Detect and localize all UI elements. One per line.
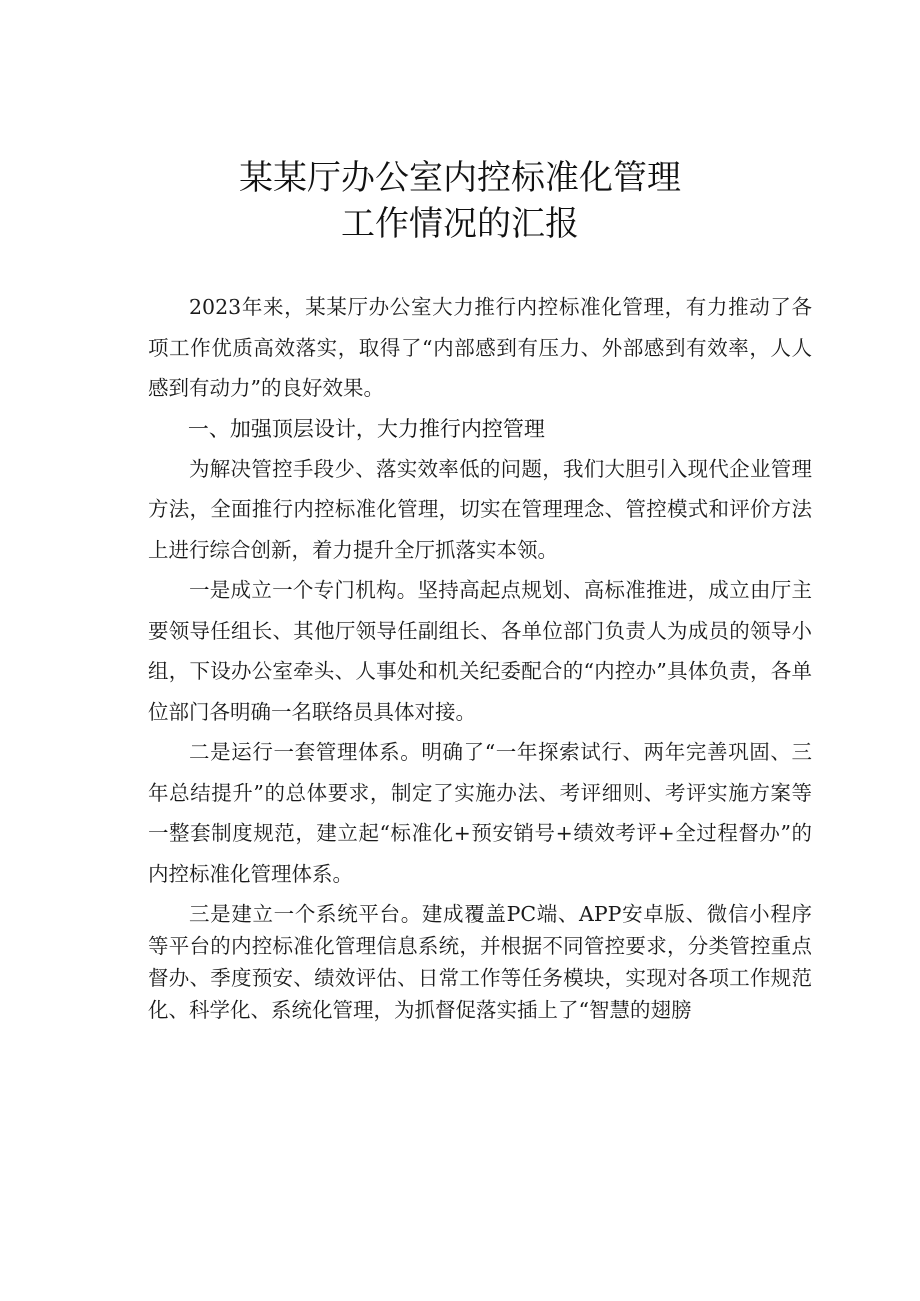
point-two-paragraph: 二是运行一套管理体系。明确了“一年探索试行、两年完善巩固、三年总结提升”的总体要求，制定了实施办法、考评细则、考评实施方案等一整套制度规范，建立起“标准化+预安销号+绩效考评+全过程督办”的内控标准化管理体系。 [148, 740, 812, 886]
document-body [148, 287, 812, 1026]
intro-paragraph: 2023年来，某某厅办公室大力推行内控标准化管理，有力推动了各项工作优质高效落实，取得了“内部感到有压力、外部感到有效率，人人感到有动力”的良好效果。 [148, 295, 812, 400]
point-one-paragraph: 一是成立一个专门机构。坚持高起点规划、高标准推进，成立由厅主要领导任组长、其他厅领导任副组长、各单位部门负责人为成员的领导小组，下设办公室牵头、人事处和机关纪委配合的“内控办”具体负责，各单位部门各明确一名联络员具体对接。 [148, 578, 812, 724]
point-three-paragraph: 三是建立一个系统平台。建成覆盖PC端、APP安卓版、微信小程序等平台的内控标准化管理信息系统，并根据不同管控要求，分类管控重点督办、季度预安、绩效评估、日常工作等任务模块，实现对各项工作规范化、科学化、系统化管理，为抓督促落实插上了“智慧的翅膀 [148, 902, 812, 1022]
title-line-2: 工作情况的汇报 [341, 204, 579, 244]
section-paragraph: 为解决管控手段少、落实效率低的问题，我们大胆引入现代企业管理方法，全面推行内控标准化管理，切实在管理理念、管控模式和评价方法上进行综合创新，着力提升全厅抓落实本领。 [148, 456, 812, 562]
title-line-1: 某某厅办公室内控标准化管理 [239, 158, 681, 198]
section-heading: 一、加强顶层设计，大力推行内控管理 [187, 416, 545, 441]
document-title [0, 155, 920, 247]
